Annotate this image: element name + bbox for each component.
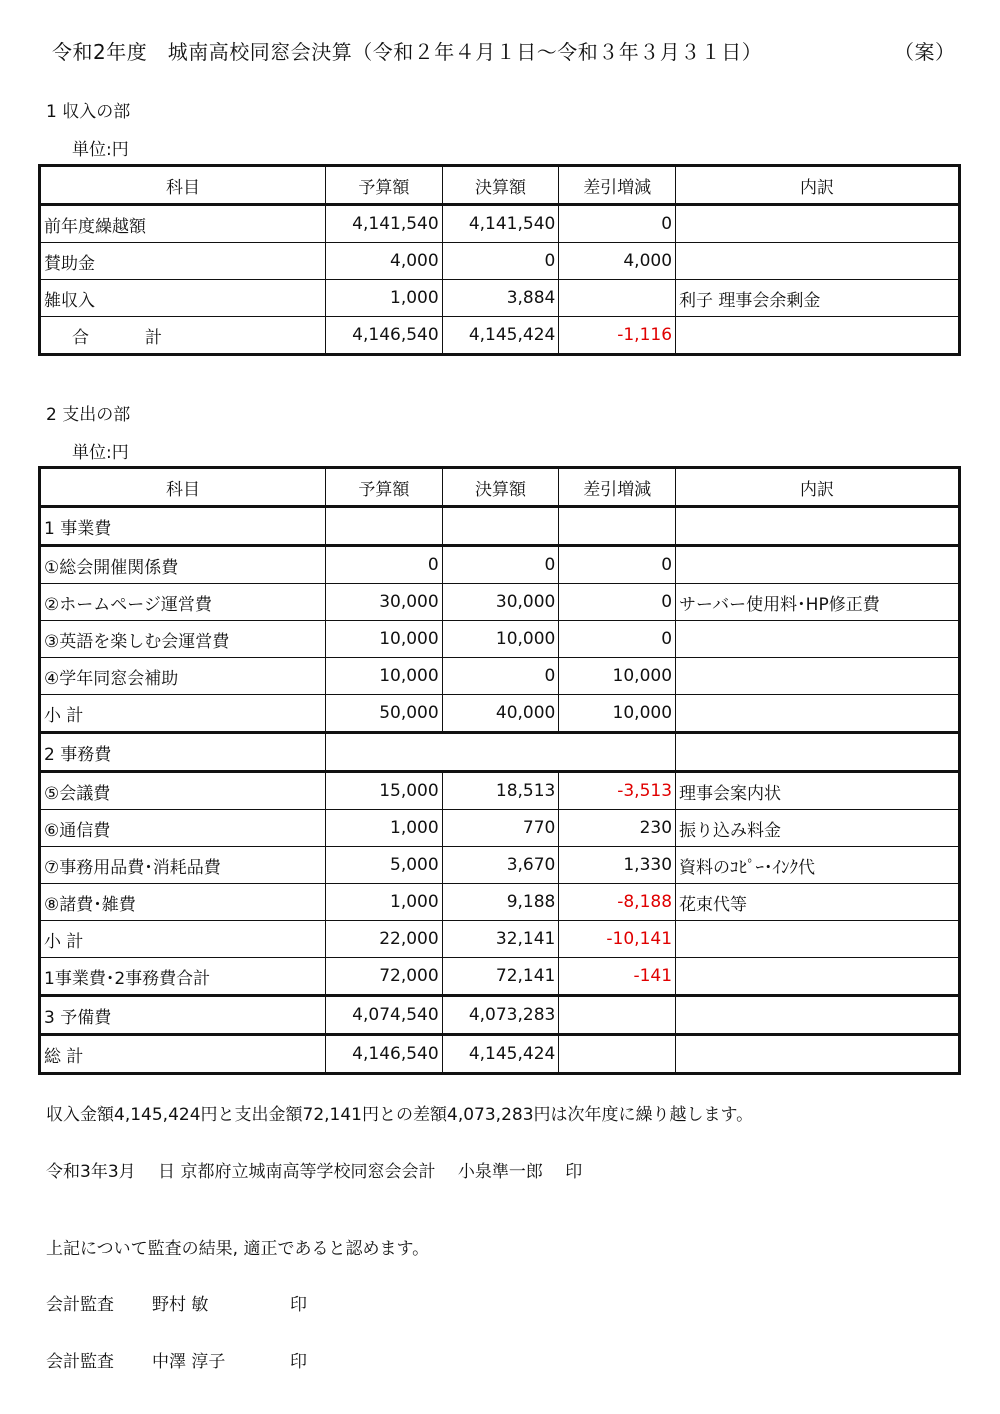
row-actual: 30,000: [442, 584, 559, 621]
table-row: [40, 584, 960, 621]
row-note: [676, 243, 960, 280]
row-item: ⑥通信費: [40, 810, 326, 847]
row-item: 小 計: [40, 921, 326, 958]
table-row: [40, 733, 960, 772]
row-budget: [326, 507, 443, 546]
auditor-line: [46, 1347, 307, 1372]
row-item: 賛助金: [40, 243, 326, 280]
row-budget: 30,000: [326, 584, 443, 621]
income-table: [38, 164, 961, 356]
income-total-row: [40, 317, 960, 355]
row-item: 小 計: [40, 695, 326, 733]
row-budget: 10,000: [326, 658, 443, 695]
row-item: 1事業費･2事務費合計: [40, 958, 326, 996]
row-item: 雑収入: [40, 280, 326, 317]
column-header: 科目: [40, 166, 326, 205]
table-row: [40, 772, 960, 810]
total-note: [676, 317, 960, 355]
total-label-a: 合: [72, 327, 89, 348]
row-diff: [559, 280, 676, 317]
row-note: 振り込み料金: [676, 810, 960, 847]
row-actual: 9,188: [442, 884, 559, 921]
column-header: 予算額: [326, 166, 443, 205]
row-budget: 1,000: [326, 280, 443, 317]
table-row: [40, 810, 960, 847]
column-header: 内訳: [676, 166, 960, 205]
column-header: 決算額: [442, 468, 559, 507]
auditor-seal: 印: [290, 1352, 307, 1372]
row-diff: -141: [559, 958, 676, 996]
row-note: [676, 996, 960, 1035]
table-row: [40, 958, 960, 996]
auditor-line: [46, 1290, 307, 1315]
carryover-text: 収入金額4,145,424円と支出金額72,141円との差額4,073,283円は次年度に繰り越します。: [46, 1105, 754, 1125]
row-budget: 0: [326, 546, 443, 584]
total-actual: 4,145,424: [442, 317, 559, 355]
row-budget: 4,000: [326, 243, 443, 280]
row-actual: 0: [442, 546, 559, 584]
column-header: 予算額: [326, 468, 443, 507]
row-note: [676, 733, 960, 772]
column-header: 内訳: [676, 468, 960, 507]
row-actual: 4,141,540: [442, 205, 559, 243]
expense-table: [38, 466, 961, 1075]
row-budget: 4,074,540: [326, 996, 443, 1035]
expense-unit: 単位:円: [72, 443, 129, 463]
row-item: 1 事業費: [40, 507, 326, 546]
row-diff: -3,513: [559, 772, 676, 810]
column-header: 差引増減: [559, 468, 676, 507]
auditor-role: 会計監査: [46, 1295, 114, 1315]
table-row: [40, 921, 960, 958]
row-diff: [559, 996, 676, 1035]
row-item: 前年度繰越額: [40, 205, 326, 243]
column-header: 決算額: [442, 166, 559, 205]
row-diff: 230: [559, 810, 676, 847]
row-note: 資料のｺﾋﾟｰ･ｲﾝｸ代: [676, 847, 960, 884]
income-unit: 単位:円: [72, 140, 129, 160]
row-actual: 3,670: [442, 847, 559, 884]
row-actual: 0: [442, 658, 559, 695]
table-row: [40, 507, 960, 546]
table-header-row: [40, 166, 960, 205]
row-diff: 0: [559, 205, 676, 243]
row-item: 3 予備費: [40, 996, 326, 1035]
row-actual: [442, 507, 559, 546]
row-note: [676, 695, 960, 733]
table-row: [40, 658, 960, 695]
signature-line: 令和3年3月 日 京都府立城南高等学校同窓会会計 小泉準一郎 印: [46, 1162, 583, 1182]
row-budget: 4,146,540: [326, 1035, 443, 1074]
row-budget: 15,000: [326, 772, 443, 810]
row-note: 花束代等: [676, 884, 960, 921]
row-note: 理事会案内状: [676, 772, 960, 810]
row-note: サーバー使用料･HP修正費: [676, 584, 960, 621]
total-label: [40, 317, 326, 355]
row-item: ④学年同窓会補助: [40, 658, 326, 695]
row-diff: 1,330: [559, 847, 676, 884]
row-note: [676, 621, 960, 658]
row-budget: 1,000: [326, 810, 443, 847]
table-row: [40, 621, 960, 658]
auditor-role: 会計監査: [46, 1352, 114, 1372]
row-actual: 3,884: [442, 280, 559, 317]
row-actual: 0: [442, 243, 559, 280]
table-row: [40, 205, 960, 243]
row-diff: 10,000: [559, 695, 676, 733]
income-heading: 1 収入の部: [46, 102, 131, 122]
row-note: [676, 1035, 960, 1074]
row-actual: 18,513: [442, 772, 559, 810]
row-note: [676, 658, 960, 695]
expense-heading: 2 支出の部: [46, 405, 131, 425]
total-label-b: 計: [145, 327, 162, 348]
row-item: ②ホームページ運営費: [40, 584, 326, 621]
document-title: [52, 36, 956, 65]
row-budget: 72,000: [326, 958, 443, 996]
auditor-name: 中澤 淳子: [152, 1352, 226, 1372]
table-row: [40, 996, 960, 1035]
column-header: 差引増減: [559, 166, 676, 205]
row-actual: 4,145,424: [442, 1035, 559, 1074]
row-actual: 40,000: [442, 695, 559, 733]
row-actual: 72,141: [442, 958, 559, 996]
row-budget: 1,000: [326, 884, 443, 921]
draft-mark: （案）: [894, 40, 956, 64]
row-item: 総 計: [40, 1035, 326, 1074]
row-actual: 32,141: [442, 921, 559, 958]
row-budget: 5,000: [326, 847, 443, 884]
auditor-name: 野村 敏: [152, 1295, 209, 1315]
column-header: 科目: [40, 468, 326, 507]
row-actual: 4,073,283: [442, 996, 559, 1035]
total-budget: 4,146,540: [326, 317, 443, 355]
row-merged-values: [326, 733, 676, 772]
row-budget: 50,000: [326, 695, 443, 733]
row-item: ③英語を楽しむ会運営費: [40, 621, 326, 658]
row-diff: 0: [559, 584, 676, 621]
auditor-seal: 印: [290, 1295, 307, 1315]
row-budget: 10,000: [326, 621, 443, 658]
row-item: ⑦事務用品費･消耗品費: [40, 847, 326, 884]
row-diff: -10,141: [559, 921, 676, 958]
row-note: [676, 921, 960, 958]
audit-statement: 上記について監査の結果, 適正であると認めます。: [46, 1239, 430, 1259]
table-header-row: [40, 468, 960, 507]
row-budget: 4,141,540: [326, 205, 443, 243]
row-item: ①総会開催関係費: [40, 546, 326, 584]
row-note: 利子 理事会余剰金: [676, 280, 960, 317]
row-item: ⑧諸費･雑費: [40, 884, 326, 921]
row-diff: [559, 1035, 676, 1074]
row-diff: 4,000: [559, 243, 676, 280]
row-item: 2 事務費: [40, 733, 326, 772]
row-budget: 22,000: [326, 921, 443, 958]
table-row: [40, 243, 960, 280]
table-row: [40, 847, 960, 884]
total-diff: -1,116: [559, 317, 676, 355]
table-row: [40, 695, 960, 733]
row-note: [676, 507, 960, 546]
row-diff: [559, 507, 676, 546]
title-main: 令和2年度 城南高校同窓会決算（令和２年４月１日～令和３年３月３１日）: [52, 40, 763, 64]
row-note: [676, 546, 960, 584]
row-diff: 10,000: [559, 658, 676, 695]
table-row: [40, 884, 960, 921]
row-actual: 770: [442, 810, 559, 847]
row-actual: 10,000: [442, 621, 559, 658]
row-diff: 0: [559, 621, 676, 658]
row-note: [676, 205, 960, 243]
row-note: [676, 958, 960, 996]
row-diff: -8,188: [559, 884, 676, 921]
table-row: [40, 1035, 960, 1074]
row-diff: 0: [559, 546, 676, 584]
table-row: [40, 280, 960, 317]
table-row: [40, 546, 960, 584]
row-item: ⑤会議費: [40, 772, 326, 810]
